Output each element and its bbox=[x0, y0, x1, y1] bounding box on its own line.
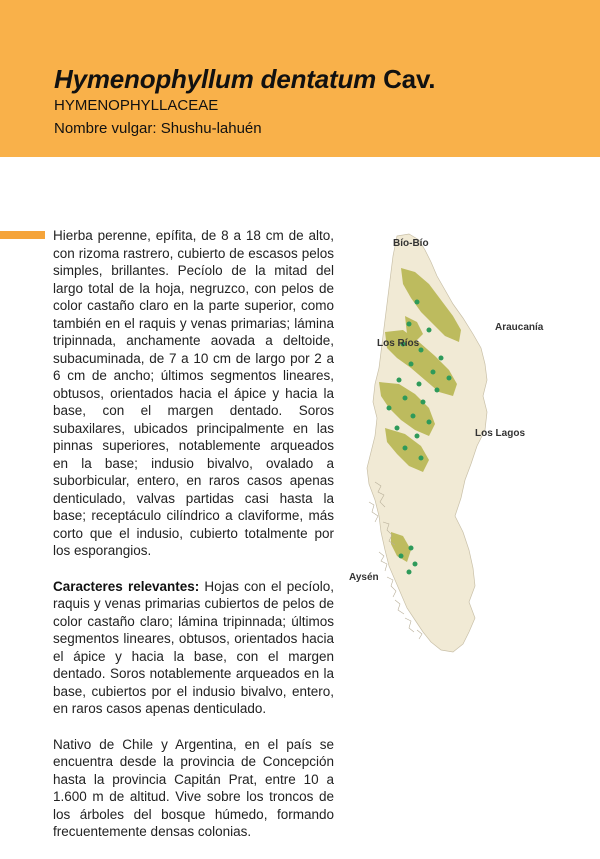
distribution-paragraph: Nativo de Chile y Argentina, en el país se encuentra desde la provincia de Concepción hasta la provincia Capitán Prat, entre 10 a 1.600 m de altitud. Vive sobre los troncos de los árboles del bosque húmedo, formando frecuentemente densas colonias. bbox=[53, 736, 334, 839]
relevant-text: Hojas con el pecíolo, raquis y venas primarias cubiertos de pelos de color castaño claro; lámina tripinnada; últimos segmentos lineares, obtusos, orientados hacia el ápice y hacia la base, con el margen dentado. Soros notablemente arqueados en la base, cubiertos por el indusio bivalvo, entero, en raros casos apenas denticulado. bbox=[53, 578, 335, 716]
species-title bbox=[54, 64, 435, 95]
header-band bbox=[0, 0, 600, 157]
relevant-paragraph bbox=[53, 578, 334, 718]
region-label-biobio: Bío-Bío bbox=[393, 238, 429, 249]
relevant-label: Caracteres relevantes: bbox=[53, 578, 200, 594]
body-text-column bbox=[53, 227, 334, 859]
accent-bar bbox=[0, 231, 45, 239]
author-abbrev: Cav. bbox=[383, 64, 436, 94]
common-name: Nombre vulgar: Shushu-lahuén bbox=[54, 120, 262, 137]
scientific-name: Hymenophyllum dentatum bbox=[54, 64, 377, 94]
distribution-map bbox=[345, 232, 544, 657]
family-name: HYMENOPHYLLACEAE bbox=[54, 97, 219, 114]
region-label-los-rios: Los Ríos bbox=[377, 338, 420, 349]
map-svg bbox=[345, 232, 525, 657]
region-label-aysen: Aysén bbox=[349, 572, 379, 583]
description-paragraph: Hierba perenne, epífita, de 8 a 18 cm de alto, con rizoma rastrero, cubierto de escasos pelos simples, brillantes. Pecíolo de la mitad del largo total de la hoja, negruzco, con pelos de color castaño claro en la parte superior, como también en el raquis y venas primarias; lámina tripinnada, anchamente aovada a deltoide, subacuminada, de 7 a 10 cm de largo por 2 a 6 cm de ancho; últimos segmentos lineares, obtusos, orientados hacia el ápice y hacia la base, con el margen dentado. Soros subaxilares, ubicados principalmente en las pinnas superiores, notablemente arqueados en la base; indusio bivalvo, ovalado a suborbicular, entero, en raros casos apenas denticulado, valvas partidas casi hasta la base; receptáculo cilíndrico a claviforme, más corto que el indusio, cubierto totalmente por los esporangios. bbox=[53, 228, 334, 558]
region-label-los-lagos: Los Lagos bbox=[475, 428, 526, 439]
region-label-araucania: Araucanía bbox=[495, 322, 544, 333]
